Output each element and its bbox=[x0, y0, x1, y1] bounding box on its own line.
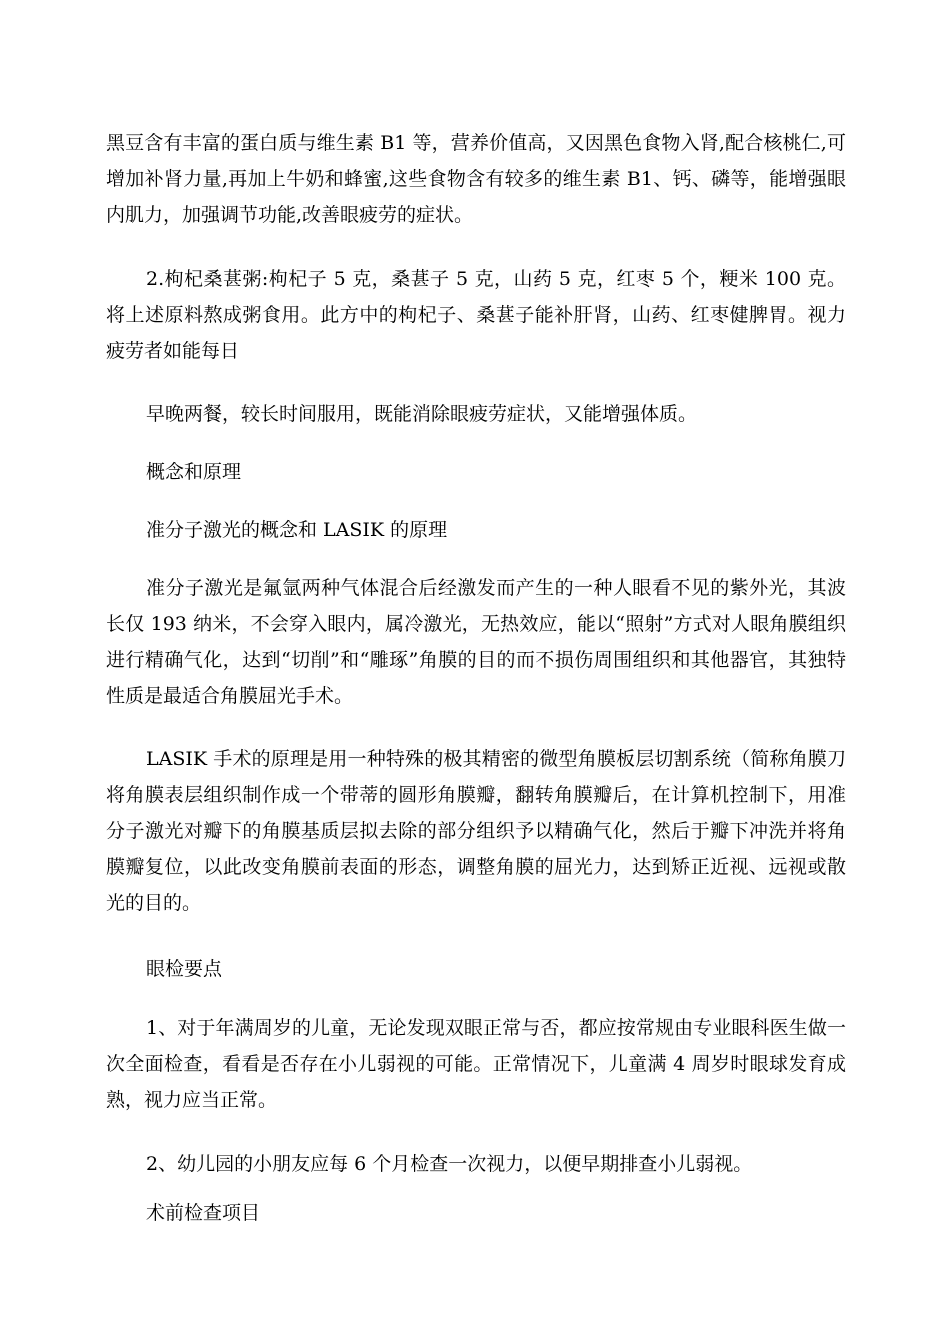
paragraph-excimer-laser: 准分子激光是氟氩两种气体混合后经激发而产生的一种人眼看不见的紫外光，其波长仅 193 纳米，不会穿入眼内，属冷激光，无热效应，能以“照射”方式对人眼角膜组织进行精确气化，达到“切削”和“雕琢”角膜的目的而不损伤周围组织和其他器官，其独特性质是最适合角膜屈光手术。 bbox=[106, 577, 846, 707]
section-heading-preop-exam: 术前检查项目 bbox=[146, 1202, 261, 1224]
paragraph-exam-point-2: 2、幼儿园的小朋友应每 6 个月检查一次视力，以便早期排查小儿弱视。 bbox=[146, 1153, 753, 1175]
section-heading-eye-exam: 眼检要点 bbox=[146, 958, 223, 980]
paragraph-black-bean: 黑豆含有丰富的蛋白质与维生素 B1 等，营养价值高，又因黑色食物入肾,配合核桃仁,可增加补肾力量,再加上牛奶和蜂蜜,这些食物含有较多的维生素 B1、钙、磷等，能增强眼内肌力，加强调节功能,改善眼疲劳的症状。 bbox=[106, 132, 846, 226]
section-heading-concept: 概念和原理 bbox=[146, 461, 242, 483]
paragraph-morning-evening: 早晚两餐，较长时间服用，既能消除眼疲劳症状，又能增强体质。 bbox=[146, 403, 698, 425]
section-subheading-lasik: 准分子激光的概念和 LASIK 的原理 bbox=[146, 519, 448, 541]
paragraph-goji-mulberry-porridge: 2.枸杞桑葚粥:枸杞子 5 克，桑葚子 5 克，山药 5 克，红枣 5 个，粳米 100 克。将上述原料熬成粥食用。此方中的枸杞子、桑葚子能补肝肾，山药、红枣健脾胃。视力疲劳者如能每日 bbox=[106, 268, 846, 362]
paragraph-lasik-principle: LASIK 手术的原理是用一种特殊的极其精密的微型角膜板层切割系统（简称角膜刀将角膜表层组织制作成一个带蒂的圆形角膜瓣，翻转角膜瓣后，在计算机控制下，用准分子激光对瓣下的角膜基质层拟去除的部分组织予以精确气化，然后于瓣下冲洗并将角膜瓣复位，以此改变角膜前表面的形态，调整角膜的屈光力，达到矫正近视、远视或散光的目的。 bbox=[106, 748, 846, 914]
paragraph-exam-point-1: 1、对于年满周岁的儿童，无论发现双眼正常与否，都应按常规由专业眼科医生做一次全面检查，看看是否存在小儿弱视的可能。正常情况下，儿童满 4 周岁时眼球发育成熟，视力应当正常。 bbox=[106, 1017, 846, 1111]
